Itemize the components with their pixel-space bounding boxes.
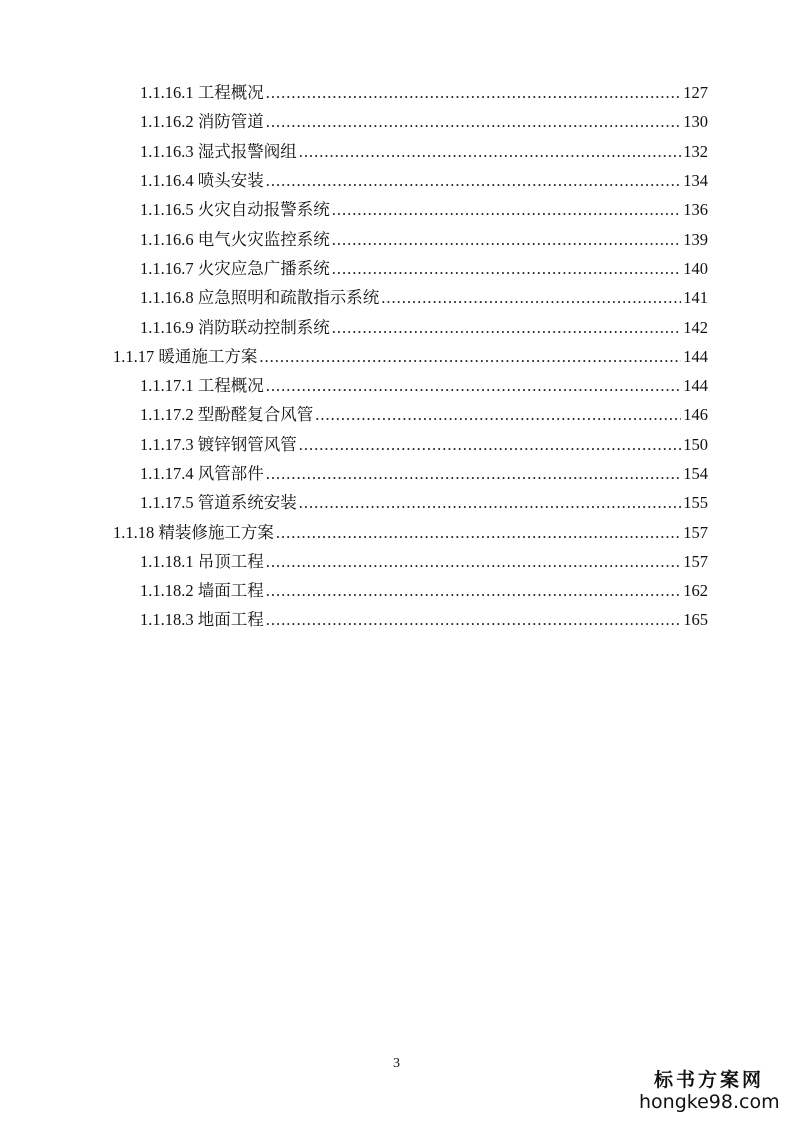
dot-leader	[266, 82, 682, 104]
page-number: 3	[393, 1056, 400, 1071]
dot-leader	[299, 492, 682, 514]
dot-leader	[332, 317, 682, 339]
toc-entry-page: 139	[683, 230, 708, 249]
toc-entry[interactable]	[0, 170, 793, 192]
dot-leader	[266, 551, 682, 573]
dot-leader	[266, 375, 682, 397]
toc-entry-page: 132	[683, 142, 708, 161]
dot-leader	[266, 111, 682, 133]
toc-entry[interactable]	[0, 463, 793, 485]
dot-leader	[266, 463, 682, 485]
toc-entry-title: 1.1.16.7 火灾应急广播系统	[140, 259, 330, 278]
toc-entry-page: 141	[683, 288, 708, 307]
toc-entry-title: 1.1.16.4 喷头安装	[140, 171, 264, 190]
toc-entry-title: 1.1.16.5 火灾自动报警系统	[140, 200, 330, 219]
dot-leader	[266, 170, 682, 192]
dot-leader	[315, 404, 681, 426]
toc-entry[interactable]	[0, 287, 793, 309]
toc-entry-title: 1.1.17.1 工程概况	[140, 376, 264, 395]
toc-entry-page: 154	[683, 464, 708, 483]
toc-entry-page: 136	[683, 200, 708, 219]
dot-leader	[276, 522, 681, 544]
toc-entry-page: 157	[683, 552, 708, 571]
toc-entry-page: 146	[683, 405, 708, 424]
toc-entry[interactable]	[0, 609, 793, 631]
toc-entry-title: 1.1.18 精装修施工方案	[113, 523, 274, 542]
toc-entry[interactable]	[0, 404, 793, 426]
toc-entry[interactable]	[0, 580, 793, 602]
watermark-url: hongke98.com	[639, 1091, 780, 1114]
toc-entry-page: 127	[683, 83, 708, 102]
toc-entry[interactable]	[0, 82, 793, 104]
toc-entry-title: 1.1.17 暖通施工方案	[113, 347, 258, 366]
toc-entry[interactable]	[0, 258, 793, 280]
toc-entry[interactable]	[0, 434, 793, 456]
toc-entry-title: 1.1.17.5 管道系统安装	[140, 493, 297, 512]
toc-entry[interactable]	[0, 229, 793, 251]
dot-leader	[332, 258, 682, 280]
toc-entry-title: 1.1.17.3 镀锌钢管风管	[140, 435, 297, 454]
dot-leader	[299, 141, 682, 163]
toc-entry-title: 1.1.18.1 吊顶工程	[140, 552, 264, 571]
toc-entry-page: 165	[683, 610, 708, 629]
dot-leader	[259, 346, 681, 368]
dot-leader	[332, 199, 682, 221]
watermark-logo	[639, 1070, 779, 1114]
toc-entry-page: 155	[683, 493, 708, 512]
watermark-title: 标书方案网	[653, 1069, 764, 1092]
toc-entry-title: 1.1.17.2 型酚醛复合风管	[140, 405, 314, 424]
toc-entry-page: 157	[683, 523, 708, 542]
toc-entry-page: 162	[683, 581, 708, 600]
toc-entry-page: 144	[683, 347, 708, 366]
toc-entry-title: 1.1.16.3 湿式报警阀组	[140, 142, 297, 161]
toc-entry-page: 144	[683, 376, 708, 395]
toc-entry-title: 1.1.16.8 应急照明和疏散指示系统	[140, 288, 380, 307]
toc-entry-page: 142	[683, 318, 708, 337]
toc-entry-page: 140	[683, 259, 708, 278]
toc-entry-page: 134	[683, 171, 708, 190]
toc-entry[interactable]	[0, 111, 793, 133]
dot-leader	[266, 609, 682, 631]
toc-entry[interactable]	[0, 346, 793, 368]
toc-entry-page: 130	[683, 112, 708, 131]
toc-entry[interactable]	[0, 199, 793, 221]
toc-entry[interactable]	[0, 551, 793, 573]
toc-entry-page: 150	[683, 435, 708, 454]
dot-leader	[299, 434, 682, 456]
toc-entry-title: 1.1.18.3 地面工程	[140, 610, 264, 629]
dot-leader	[332, 229, 682, 251]
toc-entry[interactable]	[0, 141, 793, 163]
dot-leader	[381, 287, 681, 309]
toc-entry-title: 1.1.18.2 墙面工程	[140, 581, 264, 600]
dot-leader	[266, 580, 682, 602]
toc-entry[interactable]	[0, 492, 793, 514]
toc-entry-title: 1.1.16.2 消防管道	[140, 112, 264, 131]
toc-entry-title: 1.1.16.9 消防联动控制系统	[140, 318, 330, 337]
toc-entry[interactable]	[0, 375, 793, 397]
toc-entry-title: 1.1.16.1 工程概况	[140, 83, 264, 102]
toc-entry[interactable]	[0, 317, 793, 339]
toc-entry[interactable]	[0, 522, 793, 544]
toc-entry-title: 1.1.16.6 电气火灾监控系统	[140, 230, 330, 249]
toc-entry-title: 1.1.17.4 风管部件	[140, 464, 264, 483]
